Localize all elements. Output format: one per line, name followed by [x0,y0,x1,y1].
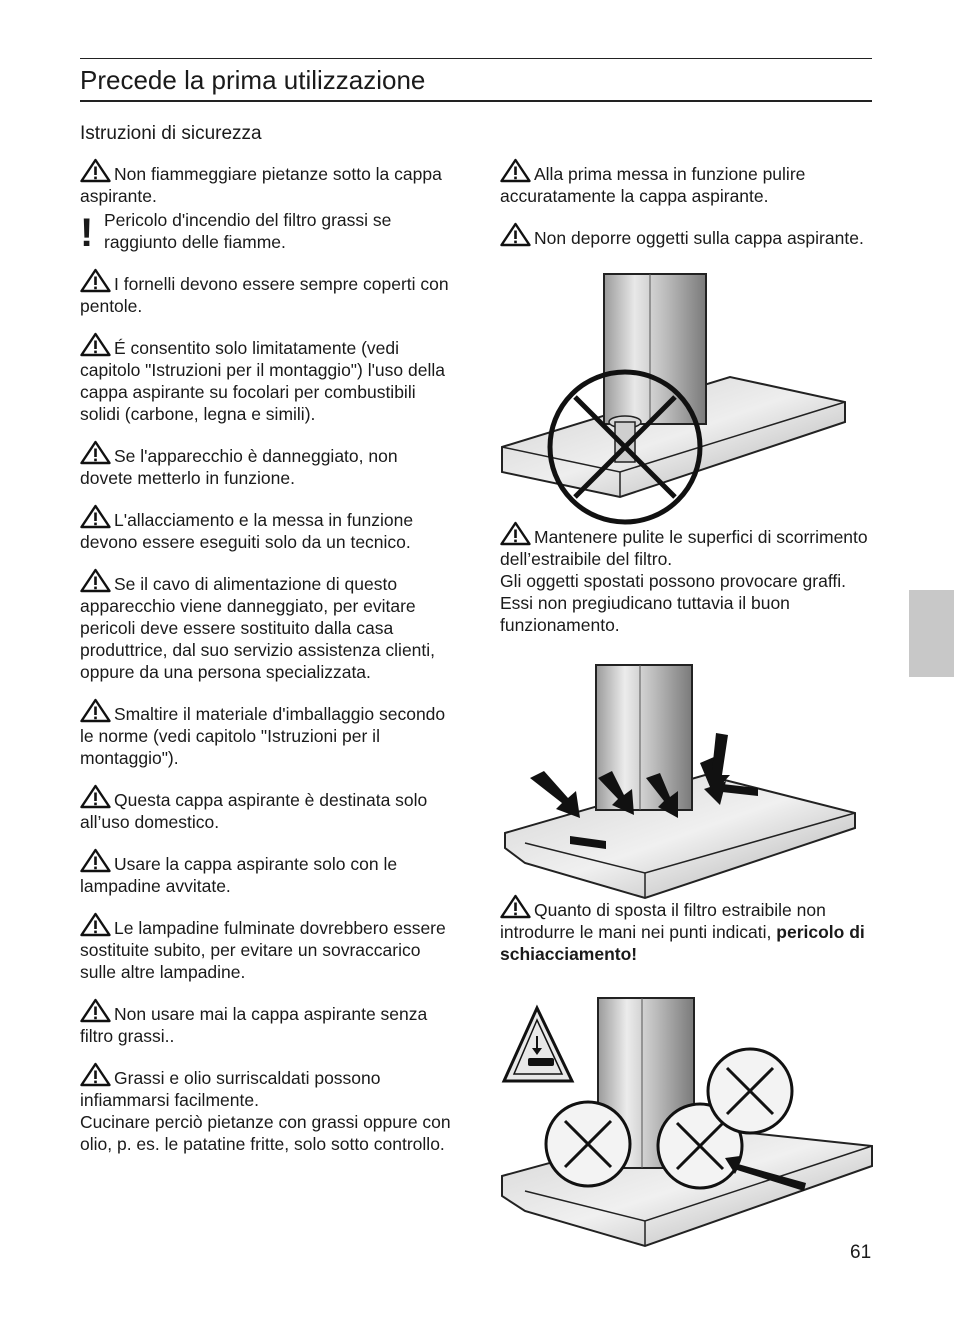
warning-triangle-icon [80,332,111,357]
safety-note [80,332,452,425]
safety-note-text: Quanto di sposta il filtro estraibile non introdurre le mani nei punti indicati, [500,900,826,942]
safety-note-text: Se il cavo di alimentazione di questo apparecchio viene danneggiato, per evitare pericoli deve essere sostituito dalla casa produttrice, dal suo servizio assistenza clienti, oppure da una persona specializzata. [80,574,436,682]
figure-filter-slide-surfaces [500,663,860,908]
safety-subnote-text: Pericolo d'incendio del filtro grassi se raggiunto delle fiamme. [104,210,392,252]
warning-triangle-icon [80,998,111,1023]
warning-triangle-icon [80,504,111,529]
warning-triangle-icon [500,158,531,183]
hood-chimney [604,274,706,424]
left-column [80,158,452,1155]
safety-note-continuation: Gli oggetti spostati possono provocare graffi. Essi non pregiudicano tuttavia il buon funzionamento. [500,571,846,635]
safety-note-text: Le lampadine fulminate dovrebbero essere sostituite subito, per evitare un sovraccarico sulle altre lampadine. [80,918,446,982]
warning-triangle-icon [80,784,111,809]
exclamation-icon: ! [80,211,94,255]
safety-note-text: Mantenere pulite le superfici di scorrimento dell’estraibile del filtro. [500,527,868,569]
warning-triangle-icon [80,268,111,293]
safety-note [80,504,452,553]
safety-note-text: Alla prima messa in funzione pulire accuratamente la cappa aspirante. [500,164,806,206]
header-bottom-rule [80,100,872,102]
figure-crush-hazard [500,996,875,1251]
safety-note-text: Smaltire il materiale d'imballaggio secondo le norme (vedi capitolo "Istruzioni per il montaggio"). [80,704,446,768]
safety-note [80,912,452,983]
safety-subnote [80,209,452,253]
safety-note [80,440,452,489]
warning-triangle-icon [80,698,111,723]
safety-note-text: Non deporre oggetti sulla cappa aspirante. [534,228,864,248]
safety-note-text: Se l'apparecchio è danneggiato, non dovete metterlo in funzione. [80,446,398,488]
crush-danger-text: pericolo di schiacciamento! [500,922,865,964]
crush-hazard-sign [504,1008,572,1081]
page-title: Precede la prima utilizzazione [80,65,426,95]
safety-note [80,698,452,769]
warning-triangle-icon [80,912,111,937]
warning-triangle-icon [80,158,111,183]
safety-note [500,158,872,207]
safety-note [500,222,872,249]
safety-note-continuation: Cucinare perciò pietanze con grassi oppure con olio, p. es. le patatine fritte, solo sotto controllo. [80,1112,451,1154]
safety-note [80,784,452,833]
header-top-rule [80,58,872,59]
safety-note [80,158,452,207]
safety-note-text: É consentito solo limitatamente (vedi capitolo "Istruzioni per il montaggio") l'uso della cappa aspirante su focolari per combustibili solidi (carbone, legna e simili). [80,338,445,424]
safety-note [80,1062,452,1155]
safety-note [500,521,872,636]
section-title: Istruzioni di sicurezza [80,123,262,144]
safety-note-text: Non usare mai la cappa aspirante senza filtro grassi.. [80,1004,428,1046]
chapter-side-tab [909,590,954,677]
warning-triangle-icon [80,1062,111,1087]
safety-note-text: Questa cappa aspirante è destinata solo all’uso domestico. [80,790,428,832]
safety-note-text: L'allacciamento e la messa in funzione devono essere eseguiti solo da un tecnico. [80,510,414,552]
safety-note [80,998,452,1047]
warning-triangle-icon [80,440,111,465]
figure-no-objects-on-hood [500,272,850,527]
safety-note-text: Grassi e olio surriscaldati possono infiammarsi facilmente. [80,1068,381,1110]
warning-triangle-icon [80,848,111,873]
safety-note [80,568,452,683]
safety-note [80,268,452,317]
warning-triangle-icon [500,222,531,247]
safety-note [80,848,452,897]
page-number: 61 [850,1242,872,1263]
warning-triangle-icon [80,568,111,593]
safety-note-text: I fornelli devono essere sempre coperti con pentole. [80,274,449,316]
safety-note-text: Usare la cappa aspirante solo con le lampadine avvitate. [80,854,398,896]
safety-note-text: Non fiammeggiare pietanze sotto la cappa aspirante. [80,164,442,206]
